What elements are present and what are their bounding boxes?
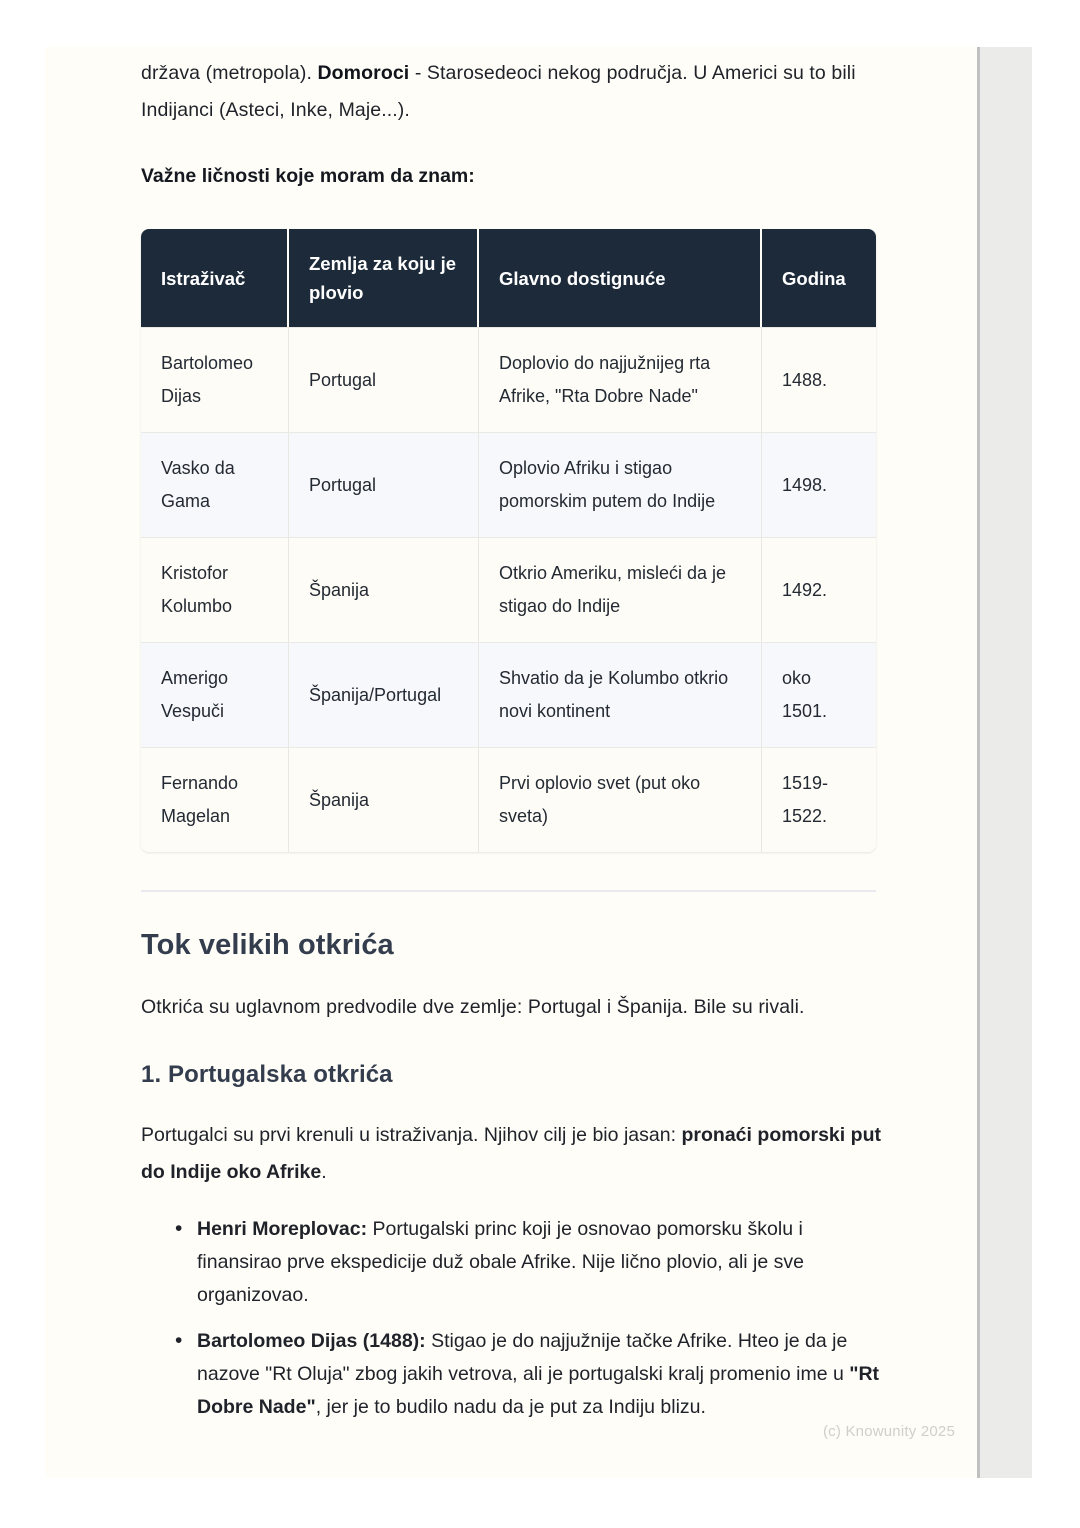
bullet-term-secondary: "Rt Dobre Nade" xyxy=(197,1363,880,1418)
list-item xyxy=(175,1213,881,1325)
cell-achievement: Otkrio Ameriku, misleći da je stigao do Indije xyxy=(479,537,762,642)
subsection-paragraph xyxy=(141,1092,881,1191)
cell-achievement: Prvi oplovio svet (put oko sveta) xyxy=(479,747,762,852)
subsection-heading: 1. Portugalska otkrića xyxy=(141,1061,393,1088)
bullet-text: Portugalski princ koji je osnovao pomorsku školu i finansirao prve ekspedicije duž obale Afrike. Nije lično plovio, ali je sve organizovao. xyxy=(197,1218,804,1306)
column-header-explorer: Istraživač xyxy=(141,229,289,327)
right-gutter-panel xyxy=(980,47,1032,1478)
section-heading: Tok velikih otkrića xyxy=(141,929,394,961)
table-head xyxy=(141,229,876,327)
cell-country: Španija/Portugal xyxy=(289,642,479,747)
cell-country: Portugal xyxy=(289,327,479,432)
bullet-text-part-1: Stigao je do najjužnije tačke Afrike. Hteo je da je nazove "Rt Oluja" zbog jakih vetrova, ali je portugalski kralj promenio ime u xyxy=(197,1330,850,1385)
cell-achievement: Oplovio Afriku i stigao pomorskim putem do Indije xyxy=(479,432,762,537)
subsection-lead: Portugalci su prvi krenuli u istraživanja. Njihov cilj je bio jasan: xyxy=(141,1124,682,1146)
table-row xyxy=(141,327,876,432)
people-section-label: Važne ličnosti koje moram da znam: xyxy=(141,165,475,187)
cell-achievement: Shvatio da je Kolumbo otkrio novi kontinent xyxy=(479,642,762,747)
table-row xyxy=(141,747,876,852)
column-header-year: Godina xyxy=(762,229,876,327)
bullet-text-part-2: , jer je to budilo nadu da je put za Indiju blizu. xyxy=(315,1396,706,1418)
bullet-term: Bartolomeo Dijas (1488): xyxy=(197,1330,426,1352)
cell-year: 1492. xyxy=(762,537,876,642)
table-row xyxy=(141,642,876,747)
cell-country: Španija xyxy=(289,537,479,642)
cell-country: Španija xyxy=(289,747,479,852)
cell-explorer: Fernando Magelan xyxy=(141,747,289,852)
intro-paragraph xyxy=(141,47,881,129)
intro-rest: - Starosedeoci nekog područja. U Americi su to bili Indijanci (Asteci, Inke, Maje...). xyxy=(141,62,856,121)
cell-year: oko 1501. xyxy=(762,642,876,747)
document-page xyxy=(45,47,977,1478)
list-item xyxy=(175,1325,881,1437)
cell-explorer: Kristofor Kolumbo xyxy=(141,537,289,642)
cell-country: Portugal xyxy=(289,432,479,537)
table-header-row xyxy=(141,229,876,327)
copyright-watermark: (c) Knowunity 2025 xyxy=(822,1423,955,1440)
column-header-country: Zemlja za koju je plovio xyxy=(289,229,479,327)
cell-explorer: Vasko da Gama xyxy=(141,432,289,537)
cell-explorer: Bartolomeo Dijas xyxy=(141,327,289,432)
intro-bold-term: Domoroci xyxy=(317,62,410,84)
explorers-table xyxy=(141,229,876,852)
intro-lead: država (metropola). xyxy=(141,62,318,84)
cell-year: 1519-1522. xyxy=(762,747,876,852)
cell-year: 1498. xyxy=(762,432,876,537)
portuguese-discoveries-list xyxy=(141,1191,881,1437)
subsection-bold: pronaći pomorski put do Indije oko Afrike xyxy=(141,1124,881,1183)
subsection-rest: . xyxy=(321,1161,327,1183)
bullet-term: Henri Moreplovac: xyxy=(197,1218,368,1240)
column-header-achievement: Glavno dostignuće xyxy=(479,229,762,327)
table-body xyxy=(141,327,876,852)
cell-explorer: Amerigo Vespuči xyxy=(141,642,289,747)
cell-achievement: Doplovio do najjužnijeg rta Afrike, "Rta Dobre Nade" xyxy=(479,327,762,432)
explorers-table-wrap xyxy=(141,191,881,852)
table-row xyxy=(141,432,876,537)
table-row xyxy=(141,537,876,642)
document-content xyxy=(141,47,881,1437)
section-intro-paragraph: Otkrića su uglavnom predvodile dve zemlje: Portugal i Španija. Bile su rivali. xyxy=(141,996,805,1018)
cell-year: 1488. xyxy=(762,327,876,432)
